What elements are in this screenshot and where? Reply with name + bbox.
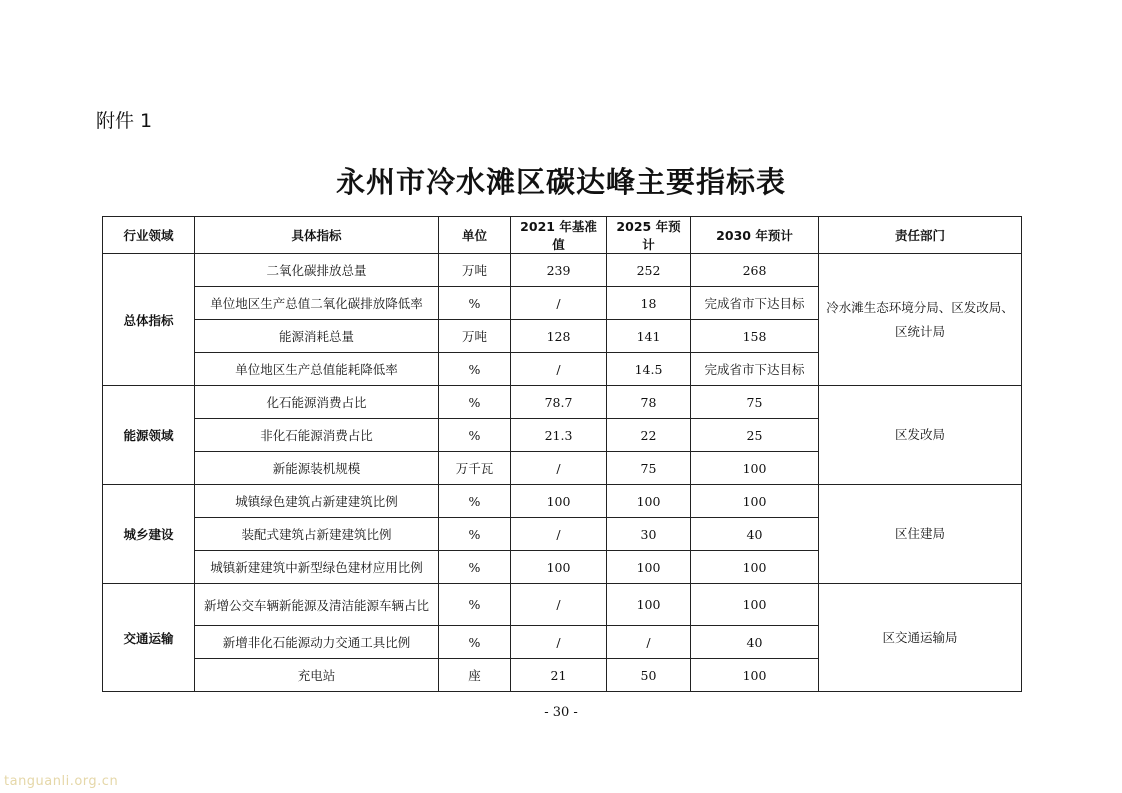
header-proj-2025: 2025 年预计 xyxy=(607,217,691,254)
indicator-cell: 非化石能源消费占比 xyxy=(195,419,439,452)
proj-2025-cell: 22 xyxy=(607,419,691,452)
table-row xyxy=(103,485,1022,518)
dept-cell: 冷水滩生态环境分局、区发改局、区统计局 xyxy=(819,254,1022,386)
indicator-cell: 城镇新建建筑中新型绿色建材应用比例 xyxy=(195,551,439,584)
proj-2030-cell: 完成省市下达目标 xyxy=(691,287,819,320)
proj-2025-cell: 100 xyxy=(607,485,691,518)
table-row xyxy=(103,254,1022,287)
proj-2030-cell: 100 xyxy=(691,485,819,518)
proj-2025-cell: 252 xyxy=(607,254,691,287)
base-2021-cell: 21 xyxy=(511,659,607,692)
attachment-label: 附件 1 xyxy=(96,110,153,132)
header-proj-2030: 2030 年预计 xyxy=(691,217,819,254)
proj-2025-cell: 78 xyxy=(607,386,691,419)
header-indicator: 具体指标 xyxy=(195,217,439,254)
indicator-cell: 化石能源消费占比 xyxy=(195,386,439,419)
indicator-cell: 新能源装机规模 xyxy=(195,452,439,485)
indicator-cell: 城镇绿色建筑占新建建筑比例 xyxy=(195,485,439,518)
page-title: 永州市冷水滩区碳达峰主要指标表 xyxy=(335,165,786,199)
proj-2030-cell: 158 xyxy=(691,320,819,353)
indicator-cell: 单位地区生产总值能耗降低率 xyxy=(195,353,439,386)
unit-cell: % xyxy=(439,584,511,626)
sector-cell: 能源领域 xyxy=(103,386,195,485)
proj-2030-cell: 100 xyxy=(691,584,819,626)
base-2021-cell: / xyxy=(511,452,607,485)
dept-cell: 区住建局 xyxy=(819,485,1022,584)
proj-2025-cell: 30 xyxy=(607,518,691,551)
proj-2030-cell: 40 xyxy=(691,518,819,551)
unit-cell: % xyxy=(439,485,511,518)
indicator-cell: 能源消耗总量 xyxy=(195,320,439,353)
base-2021-cell: 239 xyxy=(511,254,607,287)
unit-cell: 万千瓦 xyxy=(439,452,511,485)
unit-cell: % xyxy=(439,287,511,320)
indicator-cell: 新增公交车辆新能源及清洁能源车辆占比 xyxy=(195,584,439,626)
sector-cell: 交通运输 xyxy=(103,584,195,692)
proj-2025-cell: 141 xyxy=(607,320,691,353)
indicator-cell: 充电站 xyxy=(195,659,439,692)
table-row xyxy=(103,386,1022,419)
unit-cell: 万吨 xyxy=(439,254,511,287)
unit-cell: 座 xyxy=(439,659,511,692)
base-2021-cell: 21.3 xyxy=(511,419,607,452)
base-2021-cell: 128 xyxy=(511,320,607,353)
sector-cell: 总体指标 xyxy=(103,254,195,386)
base-2021-cell: / xyxy=(511,584,607,626)
indicator-cell: 新增非化石能源动力交通工具比例 xyxy=(195,626,439,659)
proj-2025-cell: 75 xyxy=(607,452,691,485)
proj-2025-cell: 100 xyxy=(607,584,691,626)
unit-cell: % xyxy=(439,626,511,659)
header-unit: 单位 xyxy=(439,217,511,254)
proj-2030-cell: 100 xyxy=(691,551,819,584)
base-2021-cell: / xyxy=(511,353,607,386)
unit-cell: % xyxy=(439,419,511,452)
proj-2025-cell: 14.5 xyxy=(607,353,691,386)
proj-2025-cell: 100 xyxy=(607,551,691,584)
dept-cell: 区交通运输局 xyxy=(819,584,1022,692)
proj-2030-cell: 25 xyxy=(691,419,819,452)
unit-cell: % xyxy=(439,518,511,551)
unit-cell: 万吨 xyxy=(439,320,511,353)
proj-2025-cell: / xyxy=(607,626,691,659)
watermark: tanguanli.org.cn xyxy=(4,774,119,789)
header-dept: 责任部门 xyxy=(819,217,1022,254)
proj-2030-cell: 完成省市下达目标 xyxy=(691,353,819,386)
indicator-cell: 装配式建筑占新建建筑比例 xyxy=(195,518,439,551)
unit-cell: % xyxy=(439,353,511,386)
page-number: - 30 - xyxy=(544,705,578,720)
indicator-cell: 单位地区生产总值二氧化碳排放降低率 xyxy=(195,287,439,320)
header-base-2021: 2021 年基准值 xyxy=(511,217,607,254)
proj-2030-cell: 75 xyxy=(691,386,819,419)
sector-cell: 城乡建设 xyxy=(103,485,195,584)
header-row xyxy=(103,217,1022,254)
proj-2030-cell: 40 xyxy=(691,626,819,659)
proj-2025-cell: 50 xyxy=(607,659,691,692)
dept-cell: 区发改局 xyxy=(819,386,1022,485)
proj-2030-cell: 268 xyxy=(691,254,819,287)
base-2021-cell: 100 xyxy=(511,551,607,584)
proj-2030-cell: 100 xyxy=(691,659,819,692)
indicator-cell: 二氧化碳排放总量 xyxy=(195,254,439,287)
proj-2030-cell: 100 xyxy=(691,452,819,485)
header-sector: 行业领域 xyxy=(103,217,195,254)
base-2021-cell: / xyxy=(511,287,607,320)
proj-2025-cell: 18 xyxy=(607,287,691,320)
base-2021-cell: 78.7 xyxy=(511,386,607,419)
table-row xyxy=(103,584,1022,626)
indicator-table xyxy=(102,216,1022,692)
unit-cell: % xyxy=(439,386,511,419)
base-2021-cell: 100 xyxy=(511,485,607,518)
base-2021-cell: / xyxy=(511,626,607,659)
unit-cell: % xyxy=(439,551,511,584)
base-2021-cell: / xyxy=(511,518,607,551)
